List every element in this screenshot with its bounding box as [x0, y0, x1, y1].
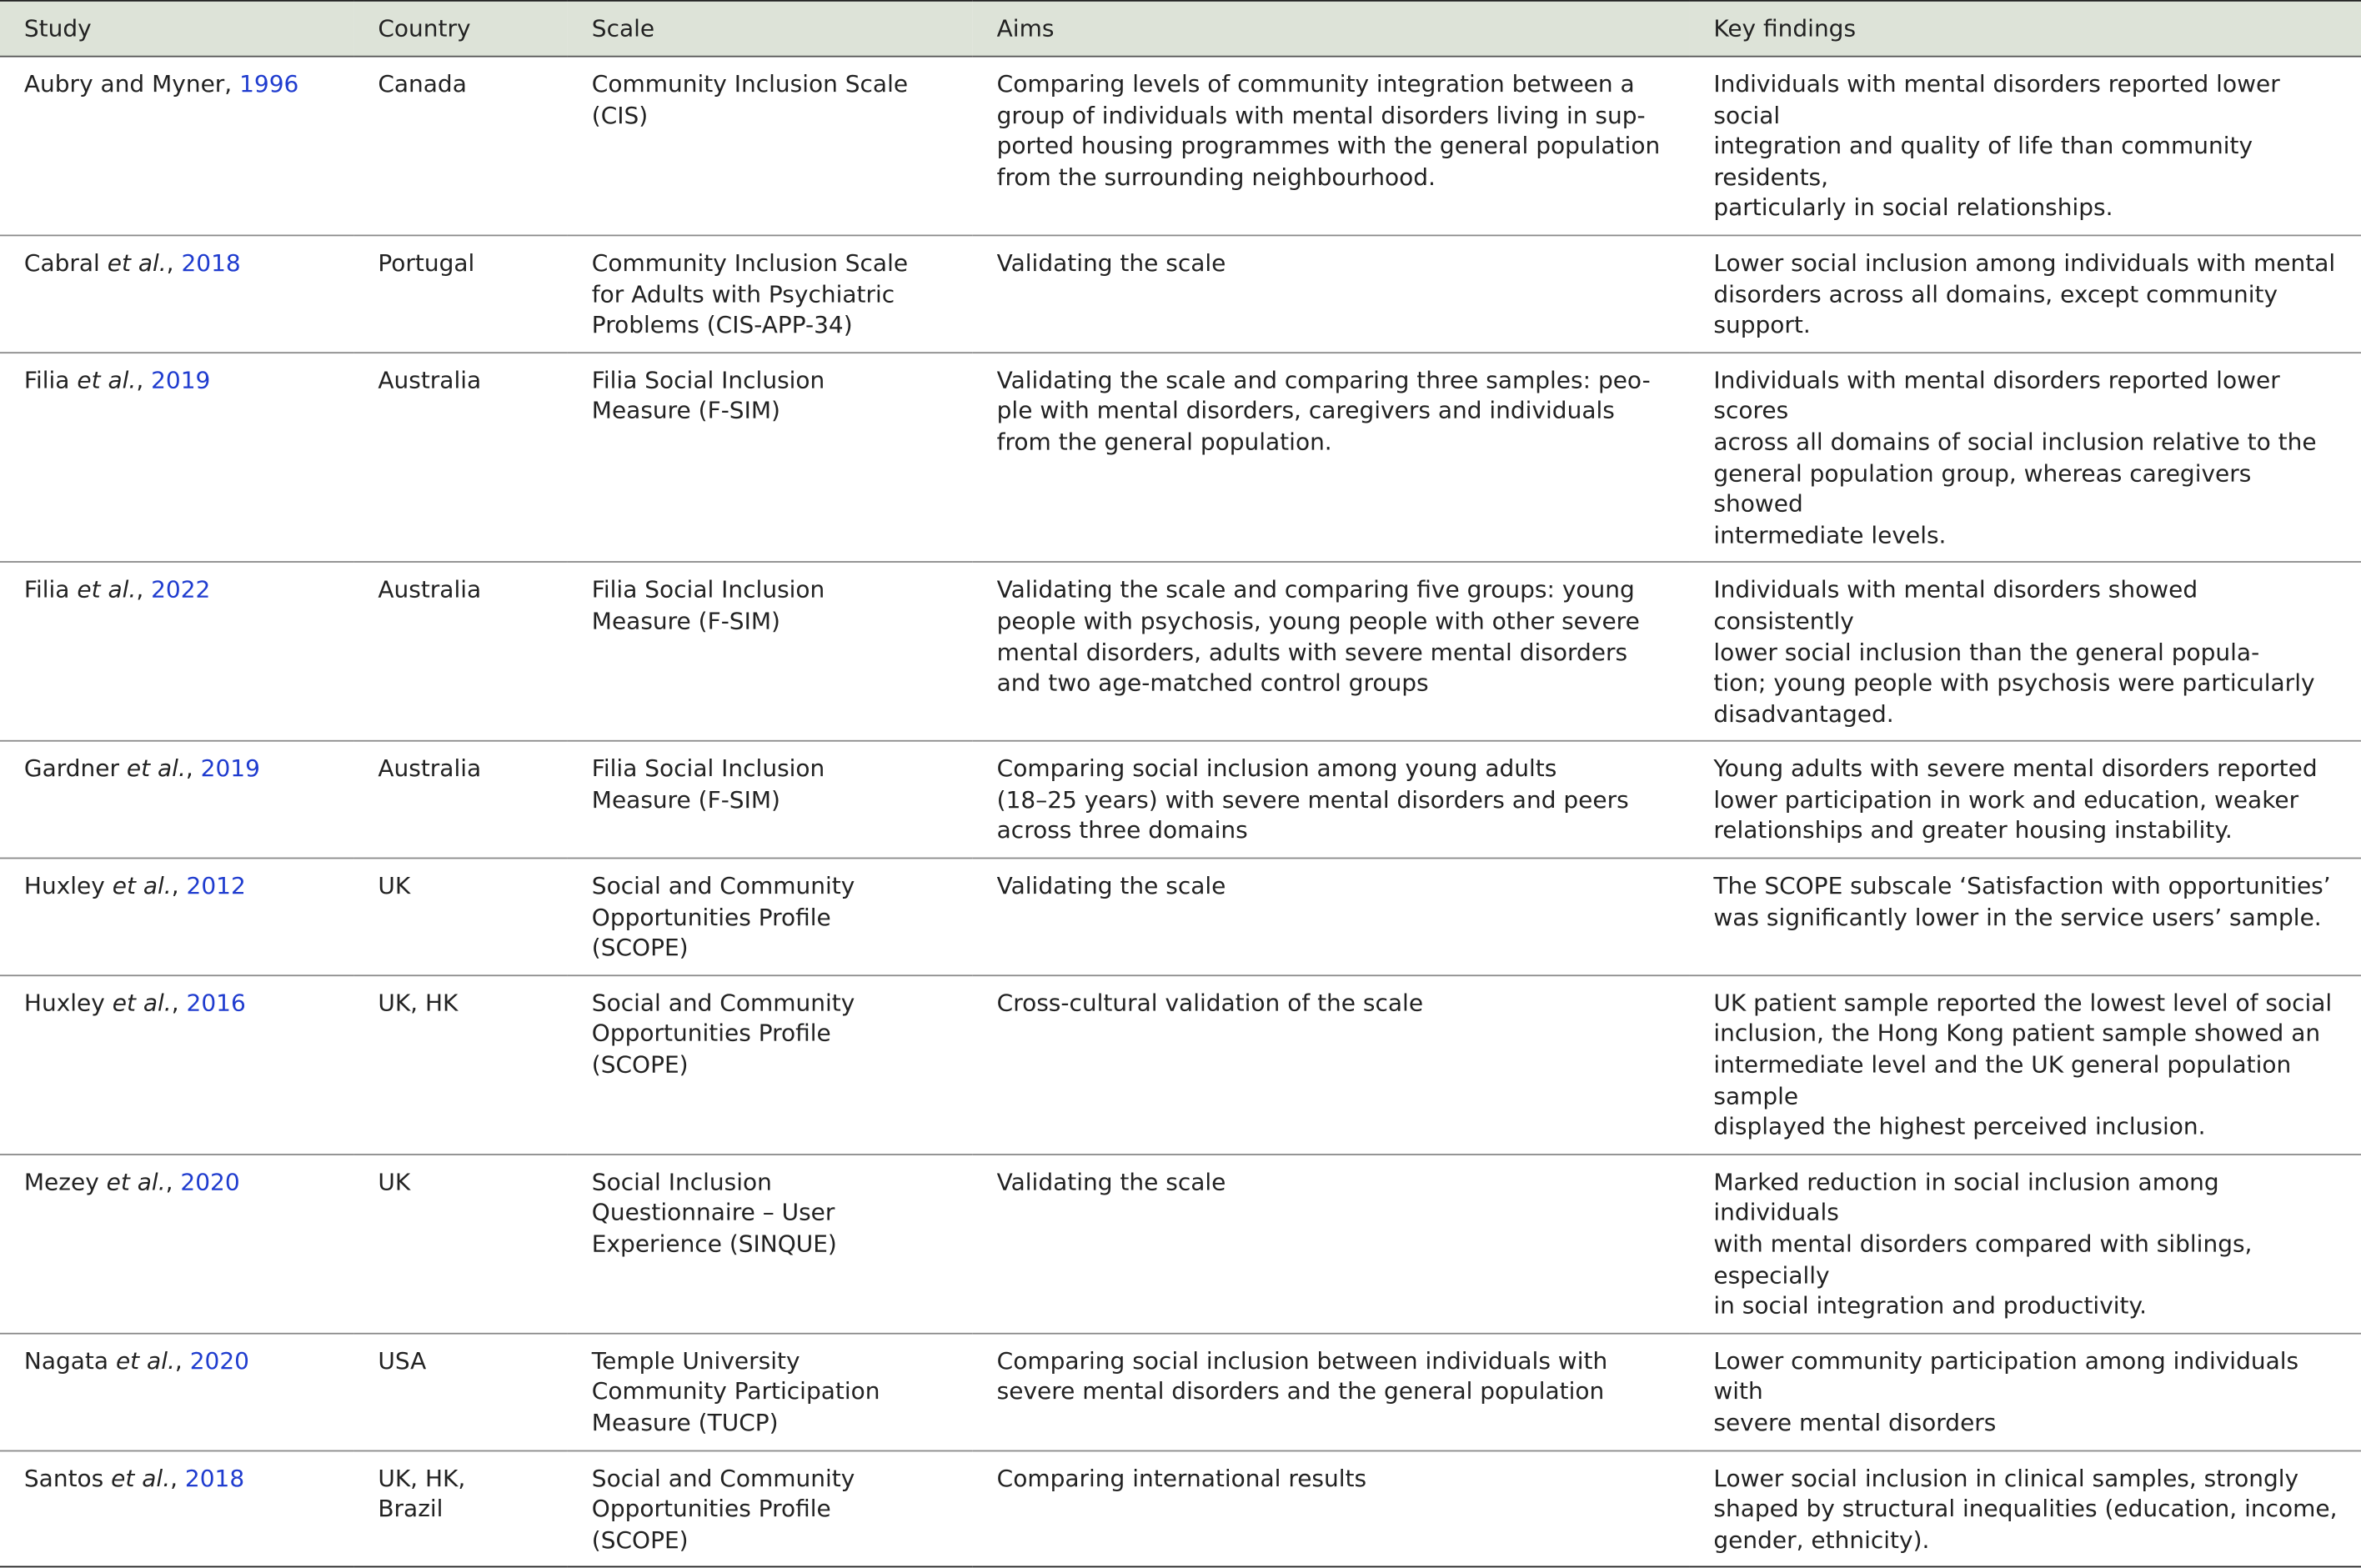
cell-aims: Validating the scale	[973, 1155, 1690, 1334]
study-year-link[interactable]: 2012	[186, 872, 246, 900]
header-scale: Scale	[568, 1, 973, 57]
study-year-link[interactable]: 2020	[189, 1347, 249, 1375]
cell-country: Portugal	[353, 235, 567, 352]
cell-key-findings: Lower social inclusion in clinical samples, strongly shaped by structural inequalities (education, income, gender, ethnicity).	[1689, 1450, 2361, 1567]
header-row	[0, 1, 2361, 57]
cell-country: UK, HK	[353, 975, 567, 1155]
cell-study	[0, 1155, 353, 1334]
cell-country: UK	[353, 859, 567, 975]
cell-aims: Validating the scale and comparing five groups: young people with psychosis, young people with other severe mental disorders, adults with severe mental disorders and two age-matched control groups	[973, 563, 1690, 742]
cell-key-findings: Individuals with mental disorders reported lower scores across all domains of social inclusion relative to the general population group, whereas caregivers showed intermediate levels.	[1689, 353, 2361, 563]
study-comma: ,	[136, 366, 152, 394]
study-et-al: et al.	[106, 1168, 166, 1196]
cell-study	[0, 1450, 353, 1567]
cell-study	[0, 741, 353, 858]
cell-key-findings: Lower community participation among individuals with severe mental disorders	[1689, 1333, 2361, 1450]
header-country: Country	[353, 1, 567, 57]
cell-aims: Comparing social inclusion between individuals with severe mental disorders and the general population	[973, 1333, 1690, 1450]
cell-key-findings: UK patient sample reported the lowest level of social inclusion, the Hong Kong patient sample showed an intermediate level and the UK general population sample displayed the highest perceived inclusion.	[1689, 975, 2361, 1155]
cell-scale: Filia Social Inclusion Measure (F-SIM)	[568, 741, 973, 858]
cell-country: Australia	[353, 563, 567, 742]
study-year-link[interactable]: 2020	[180, 1168, 240, 1196]
study-year-link[interactable]: 2016	[186, 989, 246, 1017]
study-et-al: et al.	[77, 366, 137, 394]
cell-country: Canada	[353, 57, 567, 236]
study-et-al: et al.	[115, 1347, 175, 1375]
cell-country: USA	[353, 1333, 567, 1450]
study-author: Mezey	[23, 1168, 107, 1196]
header-key-findings: Key findings	[1689, 1, 2361, 57]
cell-aims: Validating the scale and comparing three samples: peo- ple with mental disorders, caregivers and individuals from the general population.	[973, 353, 1690, 563]
cell-key-findings: Individuals with mental disorders showed consistently lower social inclusion than the general popula- tion; young people with psychosis were particularly disadvantaged.	[1689, 563, 2361, 742]
study-author: Aubry and Myner	[23, 70, 225, 98]
table-row	[0, 859, 2361, 975]
table-row	[0, 57, 2361, 236]
cell-aims: Comparing levels of community integration between a group of individuals with mental disorders living in sup- ported housing programmes with the general population from the surrounding neighbourhood.	[973, 57, 1690, 236]
study-year-link[interactable]: 2019	[200, 755, 260, 783]
cell-country: UK	[353, 1155, 567, 1334]
table-row	[0, 235, 2361, 352]
cell-study	[0, 353, 353, 563]
cell-study	[0, 859, 353, 975]
study-author: Gardner	[23, 755, 127, 783]
cell-scale: Filia Social Inclusion Measure (F-SIM)	[568, 563, 973, 742]
cell-scale: Community Inclusion Scale (CIS)	[568, 57, 973, 236]
cell-aims: Cross-cultural validation of the scale	[973, 975, 1690, 1155]
study-author: Huxley	[23, 989, 113, 1017]
study-comma: ,	[224, 70, 240, 98]
study-et-al: et al.	[112, 989, 172, 1017]
cell-study	[0, 975, 353, 1155]
cell-scale: Social and Community Opportunities Profile (SCOPE)	[568, 1450, 973, 1567]
cell-scale: Social and Community Opportunities Profile (SCOPE)	[568, 859, 973, 975]
study-author: Nagata	[23, 1347, 116, 1375]
table-row	[0, 1333, 2361, 1450]
cell-scale: Social Inclusion Questionnaire – User Experience (SINQUE)	[568, 1155, 973, 1334]
cell-aims: Comparing international results	[973, 1450, 1690, 1567]
cell-country: Australia	[353, 741, 567, 858]
cell-study	[0, 235, 353, 352]
cell-study	[0, 563, 353, 742]
study-comma: ,	[170, 1464, 185, 1492]
study-et-al: et al.	[126, 755, 186, 783]
study-et-al: et al.	[112, 872, 172, 900]
table-header	[0, 1, 2361, 57]
cell-country: UK, HK, Brazil	[353, 1450, 567, 1567]
study-year-link[interactable]: 1996	[239, 70, 299, 98]
study-year-link[interactable]: 2022	[151, 576, 211, 604]
study-comma: ,	[174, 1347, 190, 1375]
cell-scale: Filia Social Inclusion Measure (F-SIM)	[568, 353, 973, 563]
table-row	[0, 563, 2361, 742]
table-row	[0, 975, 2361, 1155]
study-comma: ,	[171, 989, 187, 1017]
study-et-al: et al.	[107, 249, 167, 277]
cell-aims: Validating the scale	[973, 235, 1690, 352]
cell-study	[0, 57, 353, 236]
cell-country: Australia	[353, 353, 567, 563]
study-author: Filia	[23, 366, 78, 394]
table-row	[0, 1450, 2361, 1567]
study-year-link[interactable]: 2018	[181, 249, 241, 277]
header-study: Study	[0, 1, 353, 57]
study-comma: ,	[185, 755, 201, 783]
table-row	[0, 741, 2361, 858]
study-comma: ,	[171, 872, 187, 900]
study-comma: ,	[136, 576, 152, 604]
study-comma: ,	[165, 1168, 181, 1196]
table-row	[0, 353, 2361, 563]
cell-scale: Social and Community Opportunities Profile (SCOPE)	[568, 975, 973, 1155]
cell-key-findings: Lower social inclusion among individuals with mental disorders across all domains, except community support.	[1689, 235, 2361, 352]
study-et-al: et al.	[111, 1464, 171, 1492]
cell-scale: Community Inclusion Scale for Adults with Psychiatric Problems (CIS-APP-34)	[568, 235, 973, 352]
study-comma: ,	[166, 249, 182, 277]
cell-key-findings: Young adults with severe mental disorders reported lower participation in work and education, weaker relationships and greater housing instability.	[1689, 741, 2361, 858]
cell-key-findings: Marked reduction in social inclusion among individuals with mental disorders compared with siblings, especially in social integration and productivity.	[1689, 1155, 2361, 1334]
study-author: Huxley	[23, 872, 113, 900]
cell-aims: Comparing social inclusion among young adults (18–25 years) with severe mental disorders and peers across three domains	[973, 741, 1690, 858]
cell-key-findings: Individuals with mental disorders reported lower social integration and quality of life than community residents, particularly in social relationships.	[1689, 57, 2361, 236]
cell-key-findings: The SCOPE subscale ‘Satisfaction with opportunities’ was significantly lower in the service users’ sample.	[1689, 859, 2361, 975]
cell-scale: Temple University Community Participation Measure (TUCP)	[568, 1333, 973, 1450]
cell-study	[0, 1333, 353, 1450]
header-aims: Aims	[973, 1, 1690, 57]
table-row	[0, 1155, 2361, 1334]
study-year-link[interactable]: 2019	[151, 366, 211, 394]
cell-aims: Validating the scale	[973, 859, 1690, 975]
study-year-link[interactable]: 2018	[184, 1464, 245, 1492]
study-author: Filia	[23, 576, 78, 604]
study-author: Cabral	[23, 249, 108, 277]
study-et-al: et al.	[77, 576, 137, 604]
table-body	[0, 57, 2361, 1567]
study-author: Santos	[23, 1464, 112, 1492]
